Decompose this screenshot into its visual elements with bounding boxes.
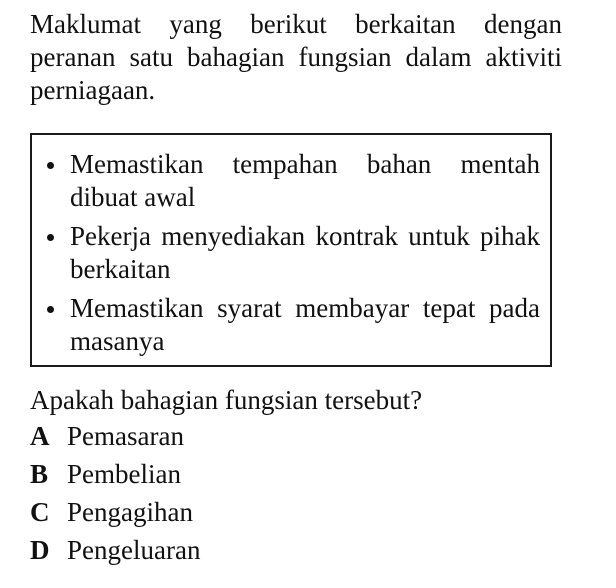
bullet-icon	[47, 234, 54, 241]
intro-text: Maklumat yang berikut berkaitan dengan peranan satu bahagian fungsian dalam aktiviti perniagaan.	[30, 9, 562, 105]
option-letter: C	[30, 497, 50, 527]
bullet-icon	[47, 306, 54, 313]
option-letter: D	[30, 535, 50, 565]
answer-options	[30, 420, 200, 572]
option-letter: B	[30, 459, 49, 489]
bullet-item	[32, 220, 550, 286]
option-text: Pembelian	[67, 459, 181, 489]
option-text: Pengagihan	[67, 497, 193, 527]
question-text: Apakah bahagian fungsian tersebut?	[30, 385, 423, 415]
bullet-text: Pekerja menyediakan kontrak untuk pihak berkaitan	[70, 221, 540, 284]
option-a[interactable]	[30, 420, 200, 458]
option-letter: A	[30, 421, 50, 451]
option-d[interactable]	[30, 534, 200, 572]
bullet-text: Memastikan tempahan bahan mentah dibuat awal	[70, 149, 540, 212]
bullet-icon	[47, 162, 54, 169]
bullet-list	[32, 148, 550, 364]
info-box	[30, 133, 552, 367]
option-c[interactable]	[30, 496, 200, 534]
bullet-text: Memastikan syarat membayar tepat pada masanya	[70, 293, 540, 356]
option-text: Pemasaran	[67, 421, 184, 451]
option-b[interactable]	[30, 458, 200, 496]
bullet-item	[32, 292, 550, 358]
option-text: Pengeluaran	[67, 535, 201, 565]
bullet-item	[32, 148, 550, 214]
